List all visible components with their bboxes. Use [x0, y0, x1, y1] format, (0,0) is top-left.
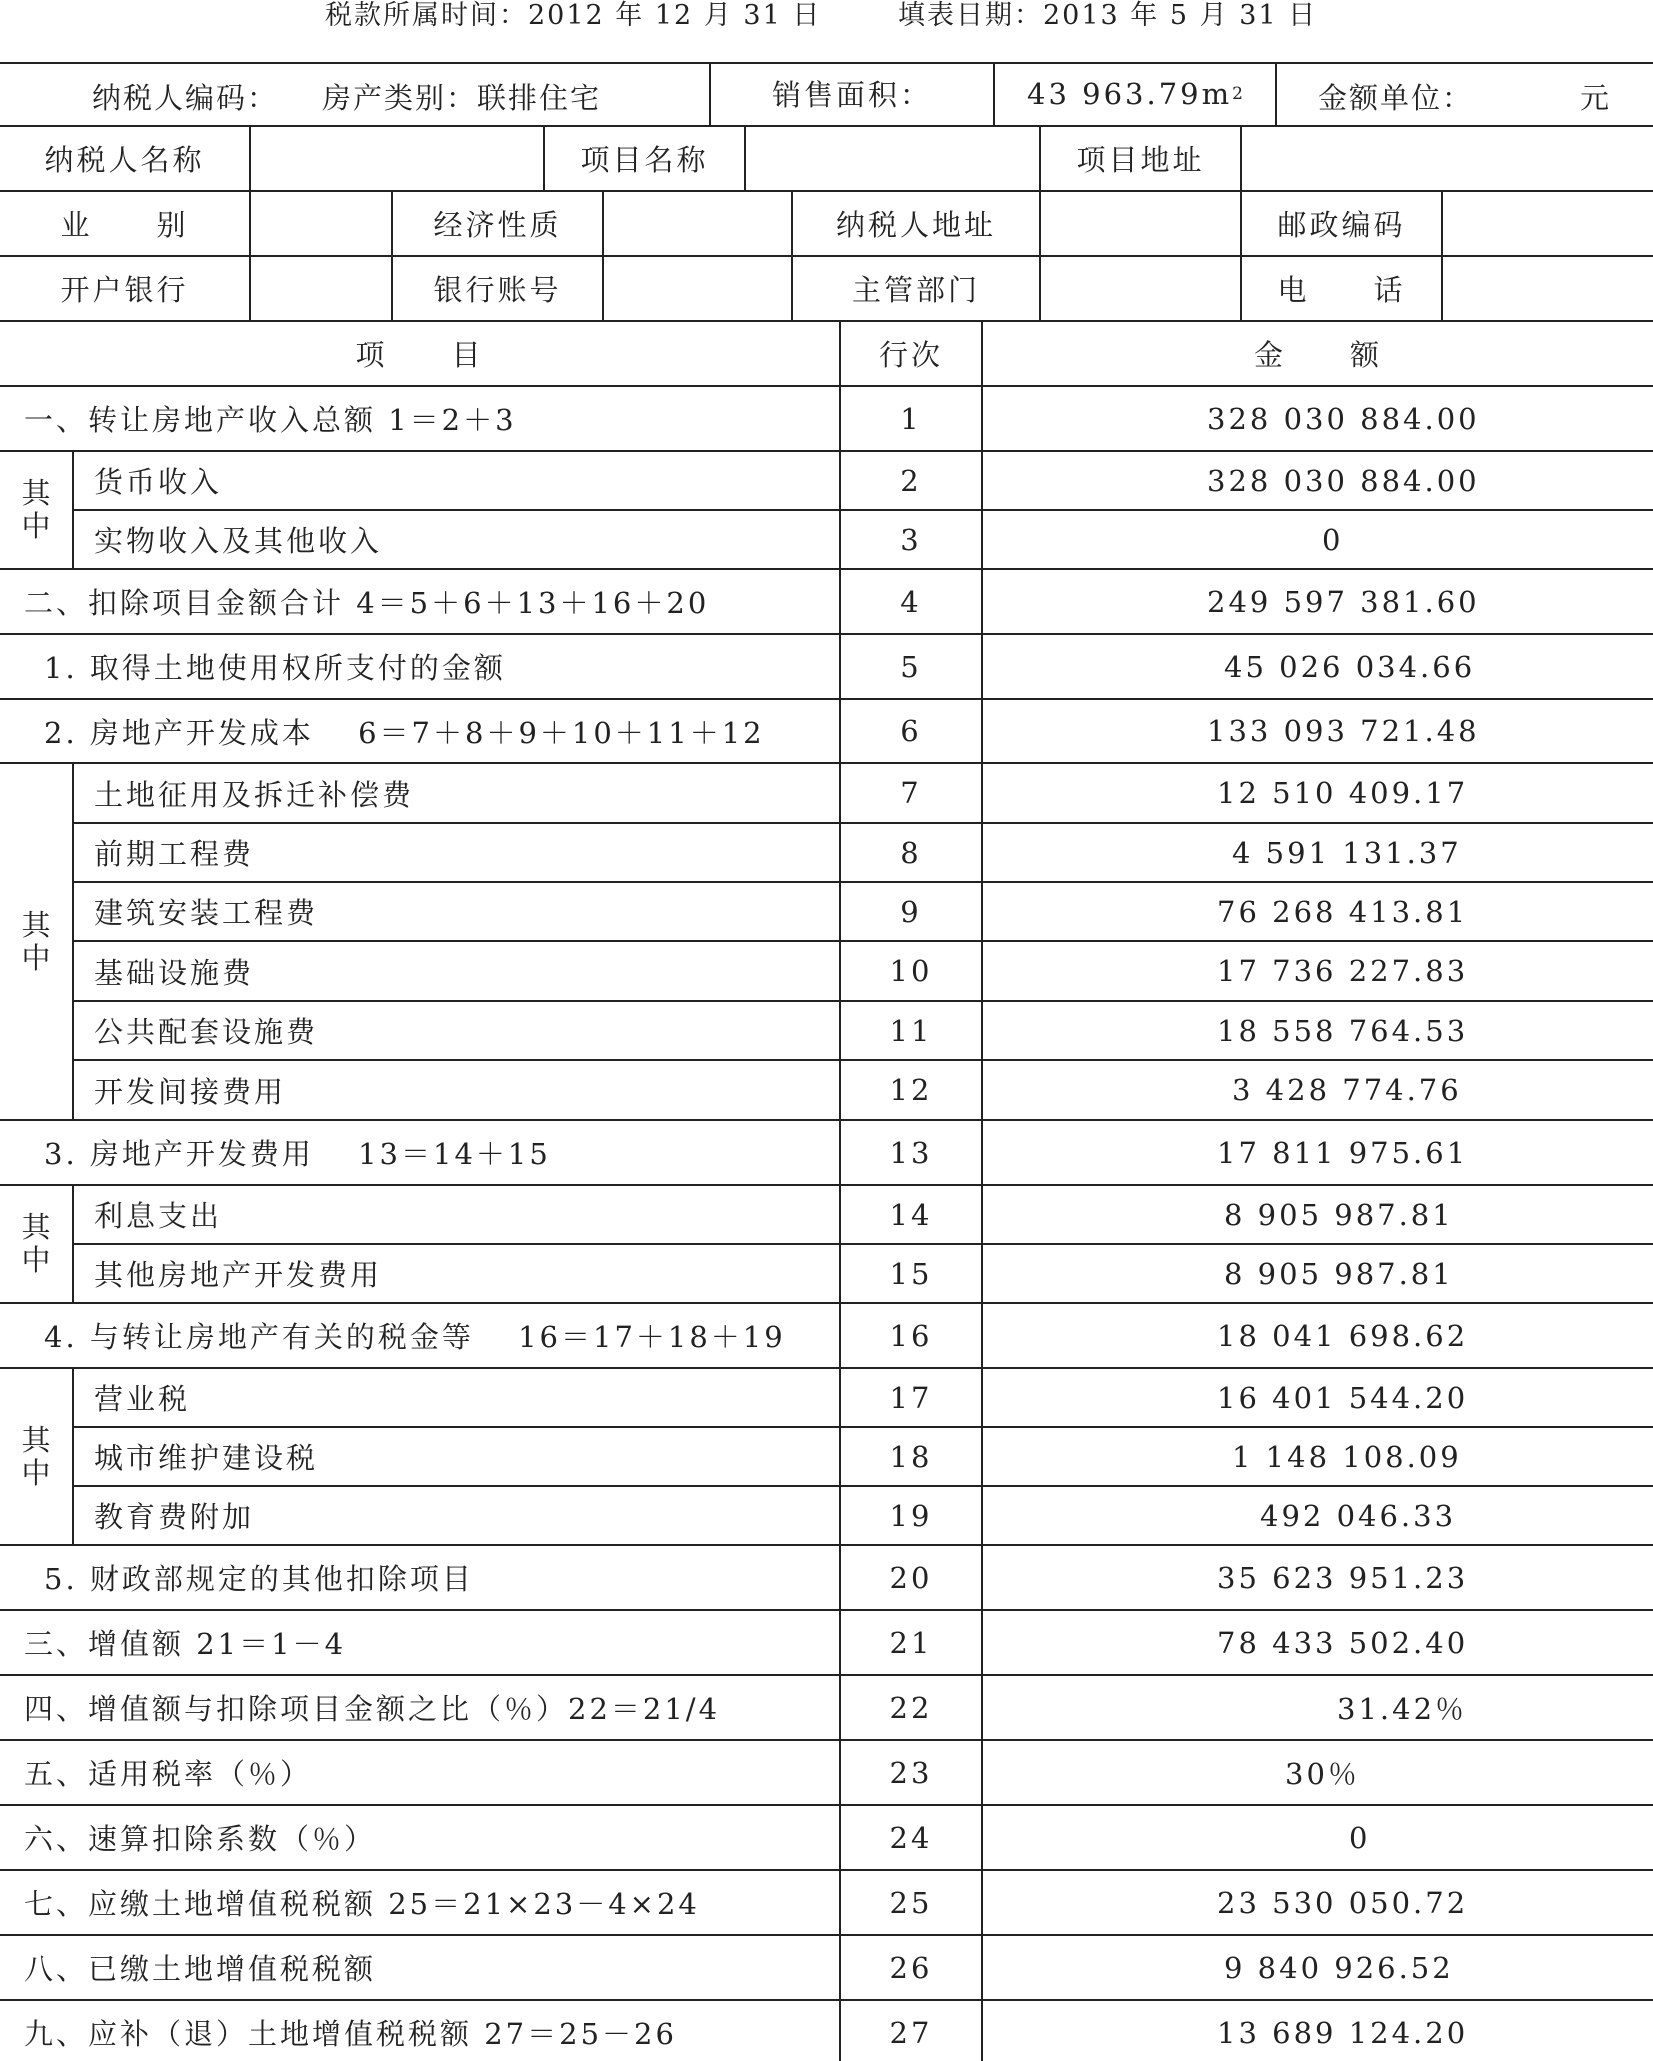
row-item-label: 营业税	[72, 1369, 839, 1428]
row-line-number: 2	[839, 452, 981, 511]
row-amount: 76 268 413.81	[981, 883, 1653, 942]
row-line-number: 8	[839, 824, 981, 883]
amount-unit-label: 金额单位：	[1318, 81, 1474, 115]
project-name-label: 项目名称	[543, 127, 744, 192]
amount-unit-value: 元	[1580, 81, 1612, 115]
row-line-number: 5	[839, 635, 981, 700]
row-line-number: 23	[839, 1741, 981, 1806]
row-amount: 31.42％	[981, 1676, 1653, 1741]
row-amount: 4 591 131.37	[981, 824, 1653, 883]
bank-account-value	[602, 257, 791, 322]
taxpayer-name-value	[249, 127, 543, 192]
row-line-number: 17	[839, 1369, 981, 1428]
row-item-label: 2. 房地产开发成本 6＝7＋8＋9＋10＋11＋12	[0, 700, 839, 764]
row-line-number: 16	[839, 1304, 981, 1369]
project-address-label: 项目地址	[1039, 127, 1240, 192]
row-line-number: 25	[839, 1871, 981, 1936]
row-item-label: 二、扣除项目金额合计 4＝5＋6＋13＋16＋20	[0, 570, 839, 635]
row-amount: 9 840 926.52	[981, 1936, 1653, 2001]
row-line-number: 13	[839, 1121, 981, 1186]
row-line-number: 27	[839, 2001, 981, 2061]
group-label-income: 其 中	[0, 452, 72, 570]
row-line-number: 20	[839, 1546, 981, 1611]
taxpayer-code-label: 纳税人编码：	[92, 81, 279, 115]
row-line-number: 15	[839, 1245, 981, 1304]
taxpayer-name-label: 纳税人名称	[0, 127, 249, 192]
authority-value	[1039, 257, 1240, 322]
form-header	[0, 0, 1653, 62]
row-amount: 13 689 124.20	[981, 2001, 1653, 2061]
row-item-label: 利息支出	[72, 1186, 839, 1245]
row-item-label: 3. 房地产开发费用 13＝14＋15	[0, 1121, 839, 1186]
group-label-dev-expense: 其 中	[0, 1186, 72, 1304]
row-amount: 45 026 034.66	[981, 635, 1653, 700]
row-amount: 16 401 544.20	[981, 1369, 1653, 1428]
row-amount: 8 905 987.81	[981, 1245, 1653, 1304]
row-amount: 35 623 951.23	[981, 1546, 1653, 1611]
row-amount: 23 530 050.72	[981, 1871, 1653, 1936]
row-line-number: 4	[839, 570, 981, 635]
row-amount: 1 148 108.09	[981, 1428, 1653, 1487]
row-line-number: 1	[839, 387, 981, 452]
postal-code-value	[1441, 192, 1653, 257]
row-amount: 0	[981, 1806, 1653, 1871]
group-label-dev-cost: 其 中	[0, 764, 72, 1121]
industry-value	[249, 192, 391, 257]
sales-area-value: 43 963.79m 2	[993, 62, 1275, 127]
column-header-item: 项 目	[0, 322, 839, 387]
fill-date: 填表日期：2013 年 5 月 31 日	[898, 0, 1318, 31]
taxpayer-address-value	[1039, 192, 1240, 257]
row-item-label: 土地征用及拆迁补偿费	[72, 764, 839, 824]
row-line-number: 14	[839, 1186, 981, 1245]
project-address-value	[1240, 127, 1653, 192]
row-line-number: 7	[839, 764, 981, 824]
row-item-label: 建筑安装工程费	[72, 883, 839, 942]
row-line-number: 24	[839, 1806, 981, 1871]
project-name-value	[744, 127, 1039, 192]
row-amount: 3 428 774.76	[981, 1061, 1653, 1121]
row-line-number: 21	[839, 1611, 981, 1676]
row-item-label: 七、应缴土地增值税税额 25＝21×23－4×24	[0, 1871, 839, 1936]
row-line-number: 6	[839, 700, 981, 764]
postal-code-label: 邮政编码	[1240, 192, 1441, 257]
row-line-number: 10	[839, 942, 981, 1002]
row-amount: 30％	[981, 1741, 1653, 1806]
row-item-label: 基础设施费	[72, 942, 839, 1002]
row-item-label: 实物收入及其他收入	[72, 511, 839, 570]
row-amount: 492 046.33	[981, 1487, 1653, 1546]
tax-return-table	[0, 62, 1653, 2061]
row-item-label: 五、适用税率（％）	[0, 1741, 839, 1806]
row-item-label: 六、速算扣除系数（％）	[0, 1806, 839, 1871]
row-line-number: 12	[839, 1061, 981, 1121]
row-item-label: 5. 财政部规定的其他扣除项目	[0, 1546, 839, 1611]
row-amount: 133 093 721.48	[981, 700, 1653, 764]
row-amount: 18 041 698.62	[981, 1304, 1653, 1369]
row-line-number: 3	[839, 511, 981, 570]
row-item-label: 一、转让房地产收入总额 1＝2＋3	[0, 387, 839, 452]
row-amount: 249 597 381.60	[981, 570, 1653, 635]
row-item-label: 开发间接费用	[72, 1061, 839, 1121]
row-amount: 328 030 884.00	[981, 387, 1653, 452]
row-amount: 78 433 502.40	[981, 1611, 1653, 1676]
economic-nature-label: 经济性质	[391, 192, 602, 257]
phone-label: 电 话	[1240, 257, 1441, 322]
industry-label: 业 别	[0, 192, 249, 257]
row-amount: 328 030 884.00	[981, 452, 1653, 511]
row-item-label: 八、已缴土地增值税税额	[0, 1936, 839, 2001]
row-item-label: 四、增值额与扣除项目金额之比（％）22＝21/4	[0, 1676, 839, 1741]
row-item-label: 公共配套设施费	[72, 1002, 839, 1061]
row-line-number: 26	[839, 1936, 981, 2001]
row-amount: 17 736 227.83	[981, 942, 1653, 1002]
authority-label: 主管部门	[791, 257, 1039, 322]
row-item-label: 货币收入	[72, 452, 839, 511]
row-item-label: 1. 取得土地使用权所支付的金额	[0, 635, 839, 700]
economic-nature-value	[602, 192, 791, 257]
row-item-label: 教育费附加	[72, 1487, 839, 1546]
row-line-number: 11	[839, 1002, 981, 1061]
group-label-taxes: 其 中	[0, 1369, 72, 1546]
row-item-label: 三、增值额 21＝1－4	[0, 1611, 839, 1676]
sales-area-label: 销售面积：	[709, 62, 993, 127]
row-line-number: 19	[839, 1487, 981, 1546]
row-amount: 18 558 764.53	[981, 1002, 1653, 1061]
bank-label: 开户银行	[0, 257, 249, 322]
row-amount: 17 811 975.61	[981, 1121, 1653, 1186]
tax-period: 税款所属时间：2012 年 12 月 31 日	[325, 0, 822, 31]
row-item-label: 九、应补（退）土地增值税税额 27＝25－26	[0, 2001, 839, 2061]
row-item-label: 前期工程费	[72, 824, 839, 883]
property-type: 房产类别：联排住宅	[322, 81, 602, 115]
bank-account-label: 银行账号	[391, 257, 602, 322]
row-item-label: 城市维护建设税	[72, 1428, 839, 1487]
bank-value	[249, 257, 391, 322]
phone-value	[1441, 257, 1653, 322]
row-amount: 8 905 987.81	[981, 1186, 1653, 1245]
column-header-amount: 金 额	[981, 322, 1653, 387]
squared-superscript: 2	[1232, 83, 1243, 104]
row-amount: 12 510 409.17	[981, 764, 1653, 824]
row-line-number: 9	[839, 883, 981, 942]
column-header-line: 行次	[839, 322, 981, 387]
row-amount: 0	[981, 511, 1653, 570]
row-line-number: 18	[839, 1428, 981, 1487]
row-item-label: 4. 与转让房地产有关的税金等 16＝17＋18＋19	[0, 1304, 839, 1369]
taxpayer-address-label: 纳税人地址	[791, 192, 1039, 257]
row-item-label: 其他房地产开发费用	[72, 1245, 839, 1304]
row-line-number: 22	[839, 1676, 981, 1741]
